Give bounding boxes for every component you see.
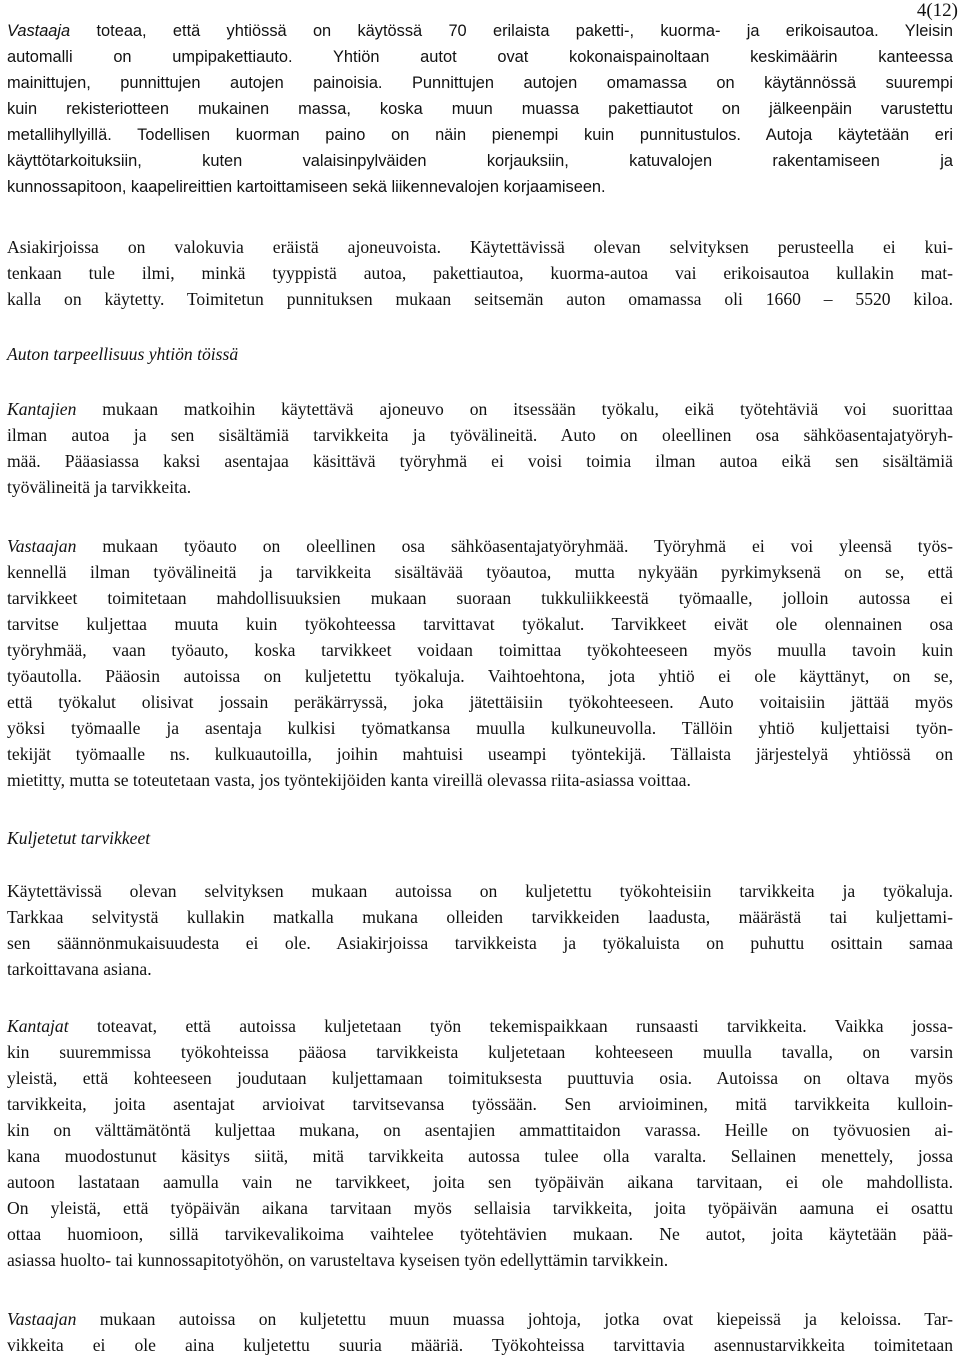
text-segment: ilman autoa ja sen sisältämiä tarvikkeita ja työvälineitä. Auto on oleellinen osa sähköasentajatyöryh- (7, 425, 953, 445)
page-number: 4(12) (916, 0, 958, 21)
text-segment: kuin rekisteriotteen mukainen massa, koska muun muassa pakettiautot on jälkeenpäin varustettu (7, 100, 953, 118)
text-line (7, 396, 953, 422)
text-line (7, 448, 953, 474)
text-segment: Asiakirjoissa on valokuvia eräistä ajoneuvoista. Käytettävissä olevan selvityksen perusteella ei kui- (7, 237, 953, 257)
italic-term: Vastaajan (7, 1309, 77, 1329)
text-line (7, 533, 953, 559)
text-segment: On yleistä, että työpäivän aikana tarvitaan myös sellaisia tarvikkeita, joita työpäivän aamuna ei osattu (7, 1198, 953, 1218)
text-line (7, 1195, 953, 1221)
text-line (7, 422, 953, 448)
text-line (7, 689, 953, 715)
text-segment: työvälineitä ja tarvikkeita. (7, 477, 192, 497)
text-segment: mukaan autoissa on kuljetettu muun muassa johtoja, jotka ovat kiepeissä ja keloissa. Tar- (76, 1309, 953, 1329)
text-segment: ottaa huomioon, sillä tarvikevalikoima vaihtelee työtehtävien mukaan. Ne autot, joita käytetään pää- (7, 1224, 953, 1244)
italic-term: Kuljetetut tarvikkeet (7, 828, 151, 848)
text-line (7, 904, 953, 930)
text-line (7, 637, 953, 663)
text-line (7, 559, 953, 585)
text-line (7, 741, 953, 767)
text-segment: mietitty, mutta se toteutetaan vasta, jos työntekijöiden kanta vireillä olevassa riita-asiassa voittaa. (7, 770, 691, 790)
text-line (7, 825, 150, 851)
text-segment: sen säännönmukaisuudesta ei ole. Asiakirjoissa tarvikkeista ja työkaluista on puhuttu osittain samaa (7, 933, 953, 953)
text-line (7, 1039, 953, 1065)
text-line (7, 1169, 953, 1195)
text-line (7, 96, 953, 122)
text-segment: kalla on käytetty. Toimitetun punnituksen mukaan seitsemän auton omamassa oli 1660 – 5520 kiloa. (7, 289, 953, 309)
text-segment: tarvitse kuljettaa muuta kuin työkohteessa tarvittavat työkalut. Tarvikkeet eivät ole olennainen osa (7, 614, 953, 634)
text-segment: kennellä ilman työvälineitä ja tarvikkeita sisältävää työautoa, mutta nykyään pyrkimyksenä on se, että (7, 562, 953, 582)
text-segment: automalli on umpipakettiauto. Yhtiön autot ovat kokonaispainoltaan keskimäärin kanteessa (7, 48, 953, 66)
text-line (7, 956, 152, 982)
text-segment: tarkoittavana asiana. (7, 959, 152, 979)
text-line (7, 70, 953, 96)
text-line (7, 174, 606, 200)
text-segment: mainittujen, punnittujen autojen painoisia. Punnittujen autojen omamassa on käytännössä suurempi (7, 74, 953, 92)
text-line (7, 148, 953, 174)
italic-term: Vastaajan (7, 536, 77, 556)
text-segment: Käytettävissä olevan selvityksen mukaan autoissa on kuljetettu työkohteisiin tarvikkeita ja työkaluja. (7, 881, 953, 901)
text-segment: mukaan matkoihin käytettävä ajoneuvo on itsessään työkalu, eikä työtehtäviä voi suorittaa (76, 399, 953, 419)
text-segment: tarvikkeet toimitetaan mahdollisuuksien mukaan suoraan tukkuliikkeestä työmaalle, jolloin autossa ei (7, 588, 953, 608)
text-line (7, 260, 953, 286)
text-line (7, 1306, 953, 1332)
text-line (7, 44, 953, 70)
text-line (7, 1013, 953, 1039)
text-segment: autoon lastataan aamulla vain ne tarvikkeet, joita sen työpäivän aikana tarvitaan, ei ole mahdollista. (7, 1172, 953, 1192)
text-line (7, 341, 238, 367)
text-segment: Tarkkaa selvitystä kullakin matkalla mukana olleiden tarvikkeiden laadusta, määrästä tai kuljettami- (7, 907, 953, 927)
text-line (7, 1221, 953, 1247)
text-line (7, 611, 953, 637)
text-line (7, 18, 953, 44)
text-segment: kin on välttämätöntä kuljettaa mukana, on asentajien ammattitaidon varassa. Heille on työvuosien ai- (7, 1120, 953, 1140)
text-line (7, 234, 953, 260)
italic-term: Vastaaja (7, 22, 71, 40)
text-segment: työautolla. Pääosin autoissa on kuljetettu työkaluja. Vaihtoehtona, jota yhtiö ei ole käyttänyt, on se, (7, 666, 953, 686)
text-segment: käyttötarkoituksiin, kuten valaisinpylväiden korjauksiin, katuvalojen rakentamiseen ja (7, 152, 953, 170)
text-segment: kunnossapitoon, kaapelireittien kartoittamiseen sekä liikennevalojen korjaamiseen. (7, 178, 606, 196)
text-segment: että työkalut olisivat jossain peräkärryssä, joka jätettäisiin työkohteeseen. Auto voitaisiin jättää myös (7, 692, 953, 712)
text-line (7, 1065, 953, 1091)
text-segment: kana muodostunut käsitys siitä, mitä tarvikkeita autossa tulee olla varalta. Sellainen menettely, jossa (7, 1146, 953, 1166)
text-segment: yleistä, että kohteeseen joudutaan kuljettamaan toimituksesta puuttuvia osia. Autoissa on oltava myös (7, 1068, 953, 1088)
text-line (7, 474, 191, 500)
text-line (7, 1247, 668, 1273)
text-line (7, 715, 953, 741)
italic-term: Kantajat (7, 1016, 69, 1036)
text-segment: mukaan työauto on oleellinen osa sähköasentajatyöryhmää. Työryhmä ei voi yleensä työs- (76, 536, 953, 556)
text-segment: metallihyllyillä. Todellisen kuorman paino on näin pienempi kuin punnitustulos. Autoja käytetään eri (7, 126, 953, 144)
text-line (7, 585, 953, 611)
text-segment: yöksi työmaalle ja asentaja kulkisi työmatkansa muulla kulkuneuvolla. Tällöin yhtiö kuljettaisi työn- (7, 718, 953, 738)
text-segment: toteaa, että yhtiössä on käytössä 70 erilaista paketti-, kuorma- ja erikoisautoa. Yleisin (70, 22, 953, 40)
italic-term: Auton tarpeellisuus yhtiön töissä (7, 344, 239, 364)
text-line (7, 930, 953, 956)
text-line (7, 286, 953, 312)
text-line (7, 1117, 953, 1143)
text-segment: toteavat, että autoissa kuljetetaan työn tekemispaikkaan runsaasti tarvikkeita. Vaikka jossa- (68, 1016, 953, 1036)
text-segment: asiassa huolto- tai kunnossapitotyöhön, on varusteltava kyseisen työn edellyttämin tarvikkein. (7, 1250, 669, 1270)
text-line (7, 1091, 953, 1117)
text-segment: kin suuremmissa työkohteissa pääosa tarvikkeista kuljetetaan kohteeseen muulla tavalla, on varsin (7, 1042, 953, 1062)
text-line (7, 663, 953, 689)
text-segment: tenkaan tule ilmi, minkä tyyppistä autoa, pakettiautoa, kuorma-autoa vai erikoisautoa kullakin mat- (7, 263, 953, 283)
text-line (7, 1332, 953, 1358)
text-line (7, 767, 691, 793)
text-line (7, 1143, 953, 1169)
text-segment: vikkeita ei ole aina kuljetettu suuria määriä. Työkohteissa tarvittavia asennustarvikkeita toimitetaan (7, 1335, 953, 1355)
text-segment: tarvikkeita, joita asentajat arvioivat tarvitsevansa työssään. Sen arvioiminen, mitä tarvikkeita kulloin- (7, 1094, 953, 1114)
italic-term: Kantajien (7, 399, 77, 419)
text-line (7, 122, 953, 148)
text-segment: mää. Pääasiassa kaksi asentajaa käsittävä työryhmä ei voisi toimia ilman autoa eikä sen sisältämiä (7, 451, 953, 471)
text-segment: työryhmää, vaan työauto, koska tarvikkeet voidaan toimittaa työkohteeseen myös muulla tavoin kuin (7, 640, 953, 660)
text-segment: tekijät työmaalle ns. kulkuautoilla, joihin mahtuisi useampi työntekijä. Tällaista järjestelyä yhtiössä on (7, 744, 953, 764)
text-line (7, 878, 953, 904)
